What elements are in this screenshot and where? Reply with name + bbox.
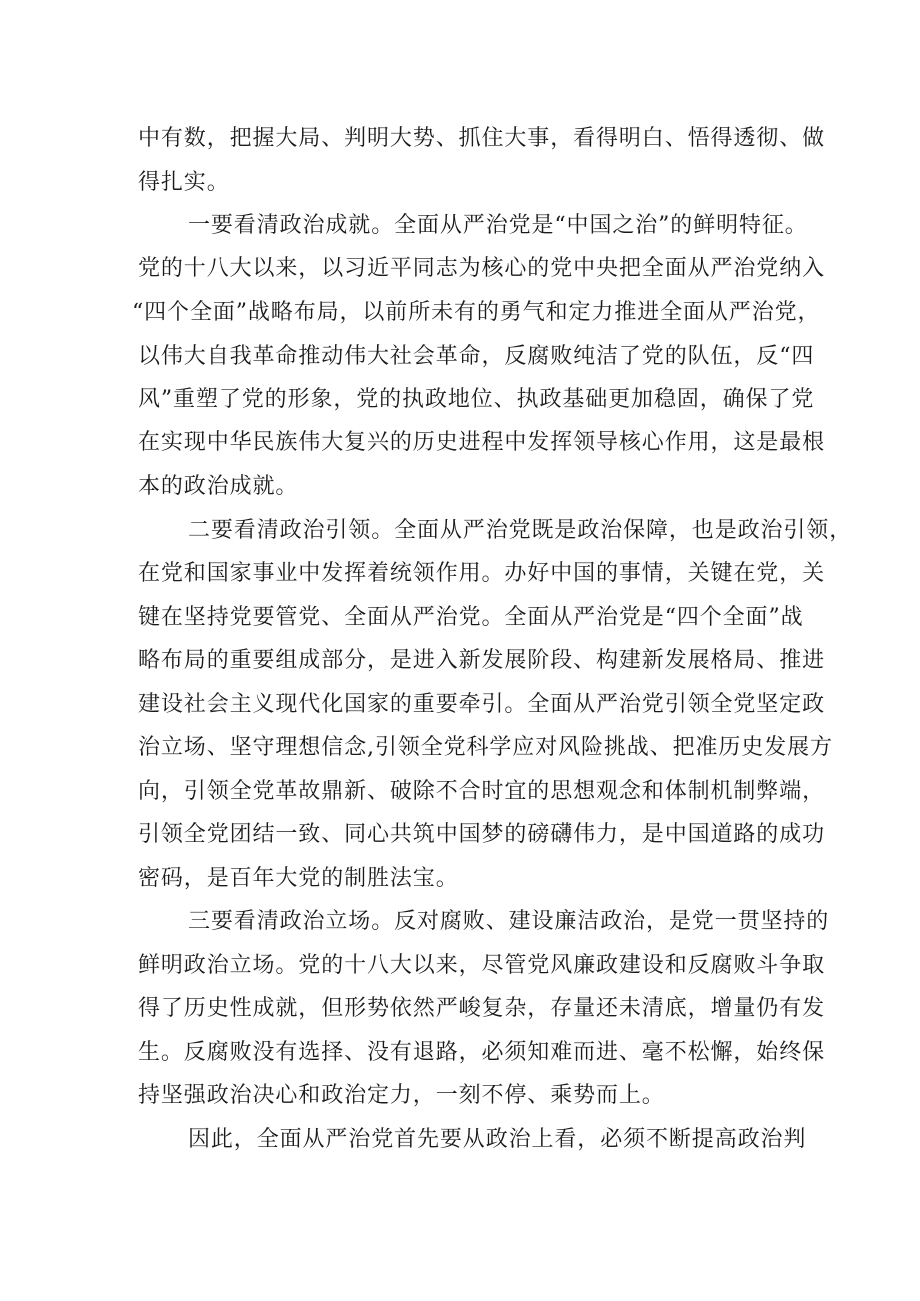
text-line: 建设社会主义现代化国家的重要牵引。全面从严治党引领全党坚定政 — [138, 692, 826, 717]
text-line: 略布局的重要组成部分，是进入新发展阶段、构建新发展格局、推进 — [138, 648, 826, 673]
text-line: “四个全面”战略布局，以前所未有的勇气和定力推进全面从严治党， — [132, 300, 821, 325]
paragraph-start-line: 二要看清政治引领。全面从严治党既是政治保障，也是政治引领， — [188, 518, 853, 543]
text-line: 党的十八大以来，以习近平同志为核心的党中央把全面从严治党纳入 — [138, 256, 826, 281]
paragraph-start-line: 因此，全面从严治党首先要从政治上看，必须不断提高政治判 — [188, 1127, 807, 1152]
text-line: 得了历史性成就，但形势依然严峻复杂，存量还未清底，增量仍有发 — [138, 996, 826, 1021]
text-line: 风”重塑了党的形象，党的执政地位、执政基础更加稳固，确保了党 — [138, 387, 815, 412]
text-line: 向，引领全党革故鼎新、破除不合时宜的思想观念和体制机制弊端， — [138, 779, 826, 804]
text-line: 持坚强政治决心和政治定力，一刻不停、乘势而上。 — [138, 1083, 665, 1108]
text-line: 得扎实。 — [138, 170, 230, 195]
paragraph-start-line: 一要看清政治成就。全面从严治党是“中国之治”的鲜明特征。 — [188, 213, 808, 238]
text-line: 密码，是百年大党的制胜法宝。 — [138, 866, 459, 891]
text-line: 键在坚持党要管党、全面从严治党。全面从严治党是“四个全面”战 — [138, 605, 804, 630]
text-line: 中有数，把握大局、判明大势、抓住大事，看得明白、悟得透彻、做 — [138, 126, 826, 151]
text-line: 在实现中华民族伟大复兴的历史进程中发挥领导核心作用，这是最根 — [138, 430, 826, 455]
text-line: 生。反腐败没有选择、没有退路，必须知难而进、毫不松懈，始终保 — [138, 1040, 826, 1065]
text-line: 以伟大自我革命推动伟大社会革命，反腐败纯洁了党的队伍，反“四 — [138, 344, 815, 369]
text-line: 鲜明政治立场。党的十八大以来，尽管党风廉政建设和反腐败斗争取 — [138, 953, 826, 978]
text-line: 引领全党团结一致、同心共筑中国梦的磅礴伟力，是中国道路的成功 — [138, 822, 826, 847]
text-line: 在党和国家事业中发挥着统领作用。办好中国的事情，关键在党，关 — [138, 561, 826, 586]
paragraph-start-line: 三要看清政治立场。反对腐败、建设廉洁政治，是党一贯坚持的 — [188, 909, 830, 934]
text-line: 本的政治成就。 — [138, 474, 299, 499]
text-line: 治立场、坚守理想信念,引领全党科学应对风险挑战、把准历史发展方 — [138, 735, 833, 760]
